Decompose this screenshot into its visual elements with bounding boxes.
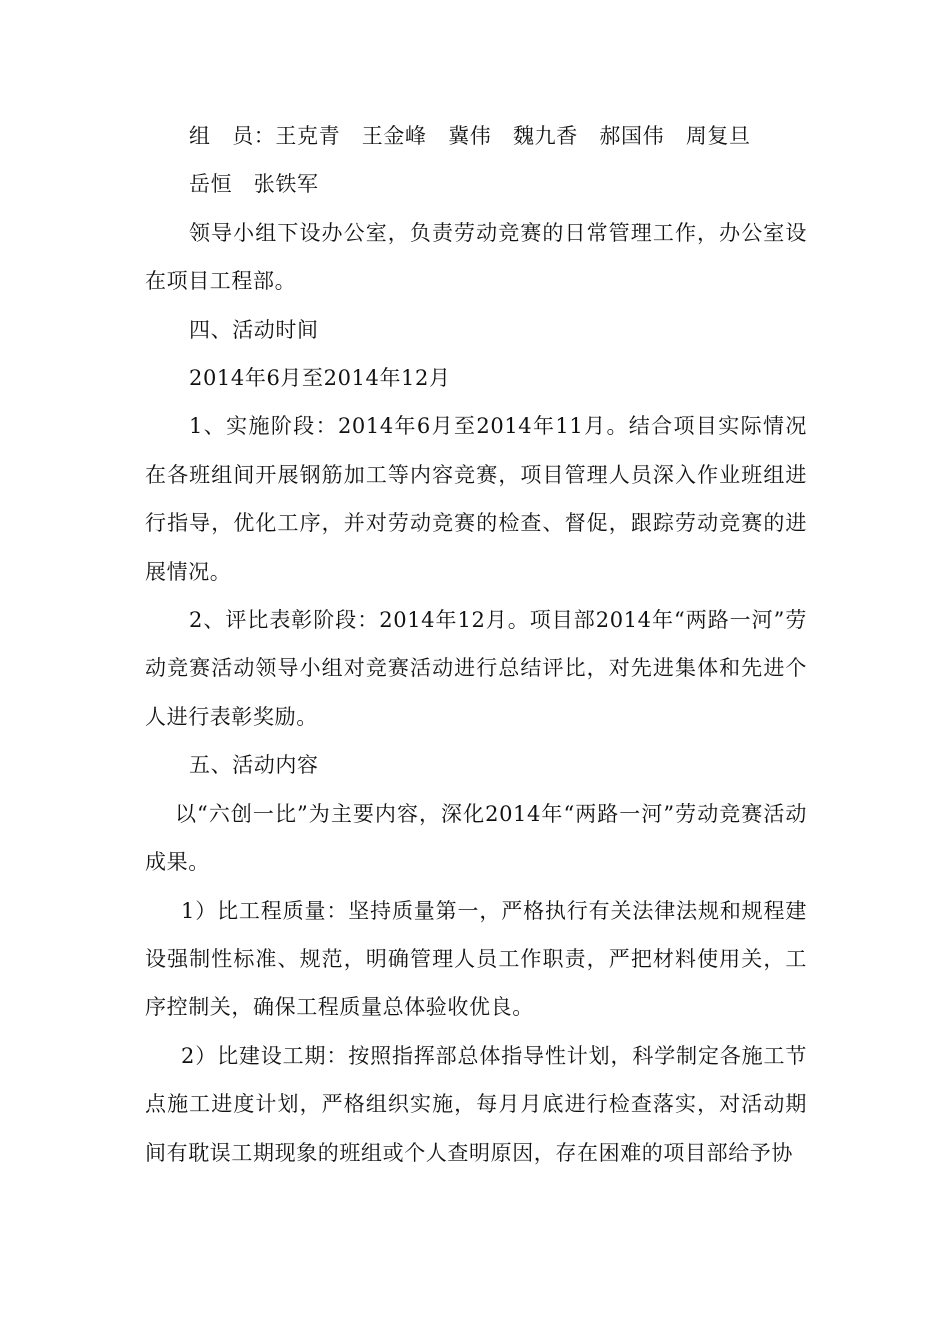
members-names: 王克青 王金峰 冀伟 魏九香 郝国伟 周复旦 [275,124,751,148]
activity-period: 2014年6月至2014年12月 [189,366,451,391]
members-line [145,112,807,160]
quality-paragraph: 1）比工程质量：坚持质量第一，严格执行有关法律法规和规程建设强制性标准、规范，明确管理人员工作职责，严把材料使用关，工序控制关，确保工程质量总体验收优良。 [145,898,807,1020]
members-line-continued: 岳恒 张铁军 [189,172,319,197]
section-heading-activity-content: 五、活动内容 [189,753,319,778]
implementation-stage-paragraph: 1、实施阶段：2014年6月至2014年11月。结合项目实际情况在各班组间开展钢筋加工等内容竞赛，项目管理人员深入作业班组进行指导，优化工序，并对劳动竞赛的检查、督促，跟踪劳动竞赛的进展情况。 [145,414,807,584]
section-heading-activity-time: 四、活动时间 [189,317,319,342]
document-body [145,112,807,1177]
evaluation-stage-paragraph: 2、评比表彰阶段：2014年12月。项目部2014年“两路一河”劳动竞赛活动领导小组对竞赛活动进行总结评比，对先进集体和先进个人进行表彰奖励。 [145,608,807,729]
office-paragraph: 领导小组下设办公室，负责劳动竞赛的日常管理工作，办公室设在项目工程部。 [145,220,807,294]
activity-content-intro: 以“六创一比”为主要内容，深化2014年“两路一河”劳动竞赛活动成果。 [145,801,807,875]
schedule-paragraph: 2）比建设工期：按照指挥部总体指导性计划，科学制定各施工节点施工进度计划，严格组织实施，每月月底进行检查落实，对活动期间有耽误工期现象的班组或个人查明原因，存在困难的项目部给予协 [145,1043,807,1165]
members-label: 组 员： [189,124,276,148]
